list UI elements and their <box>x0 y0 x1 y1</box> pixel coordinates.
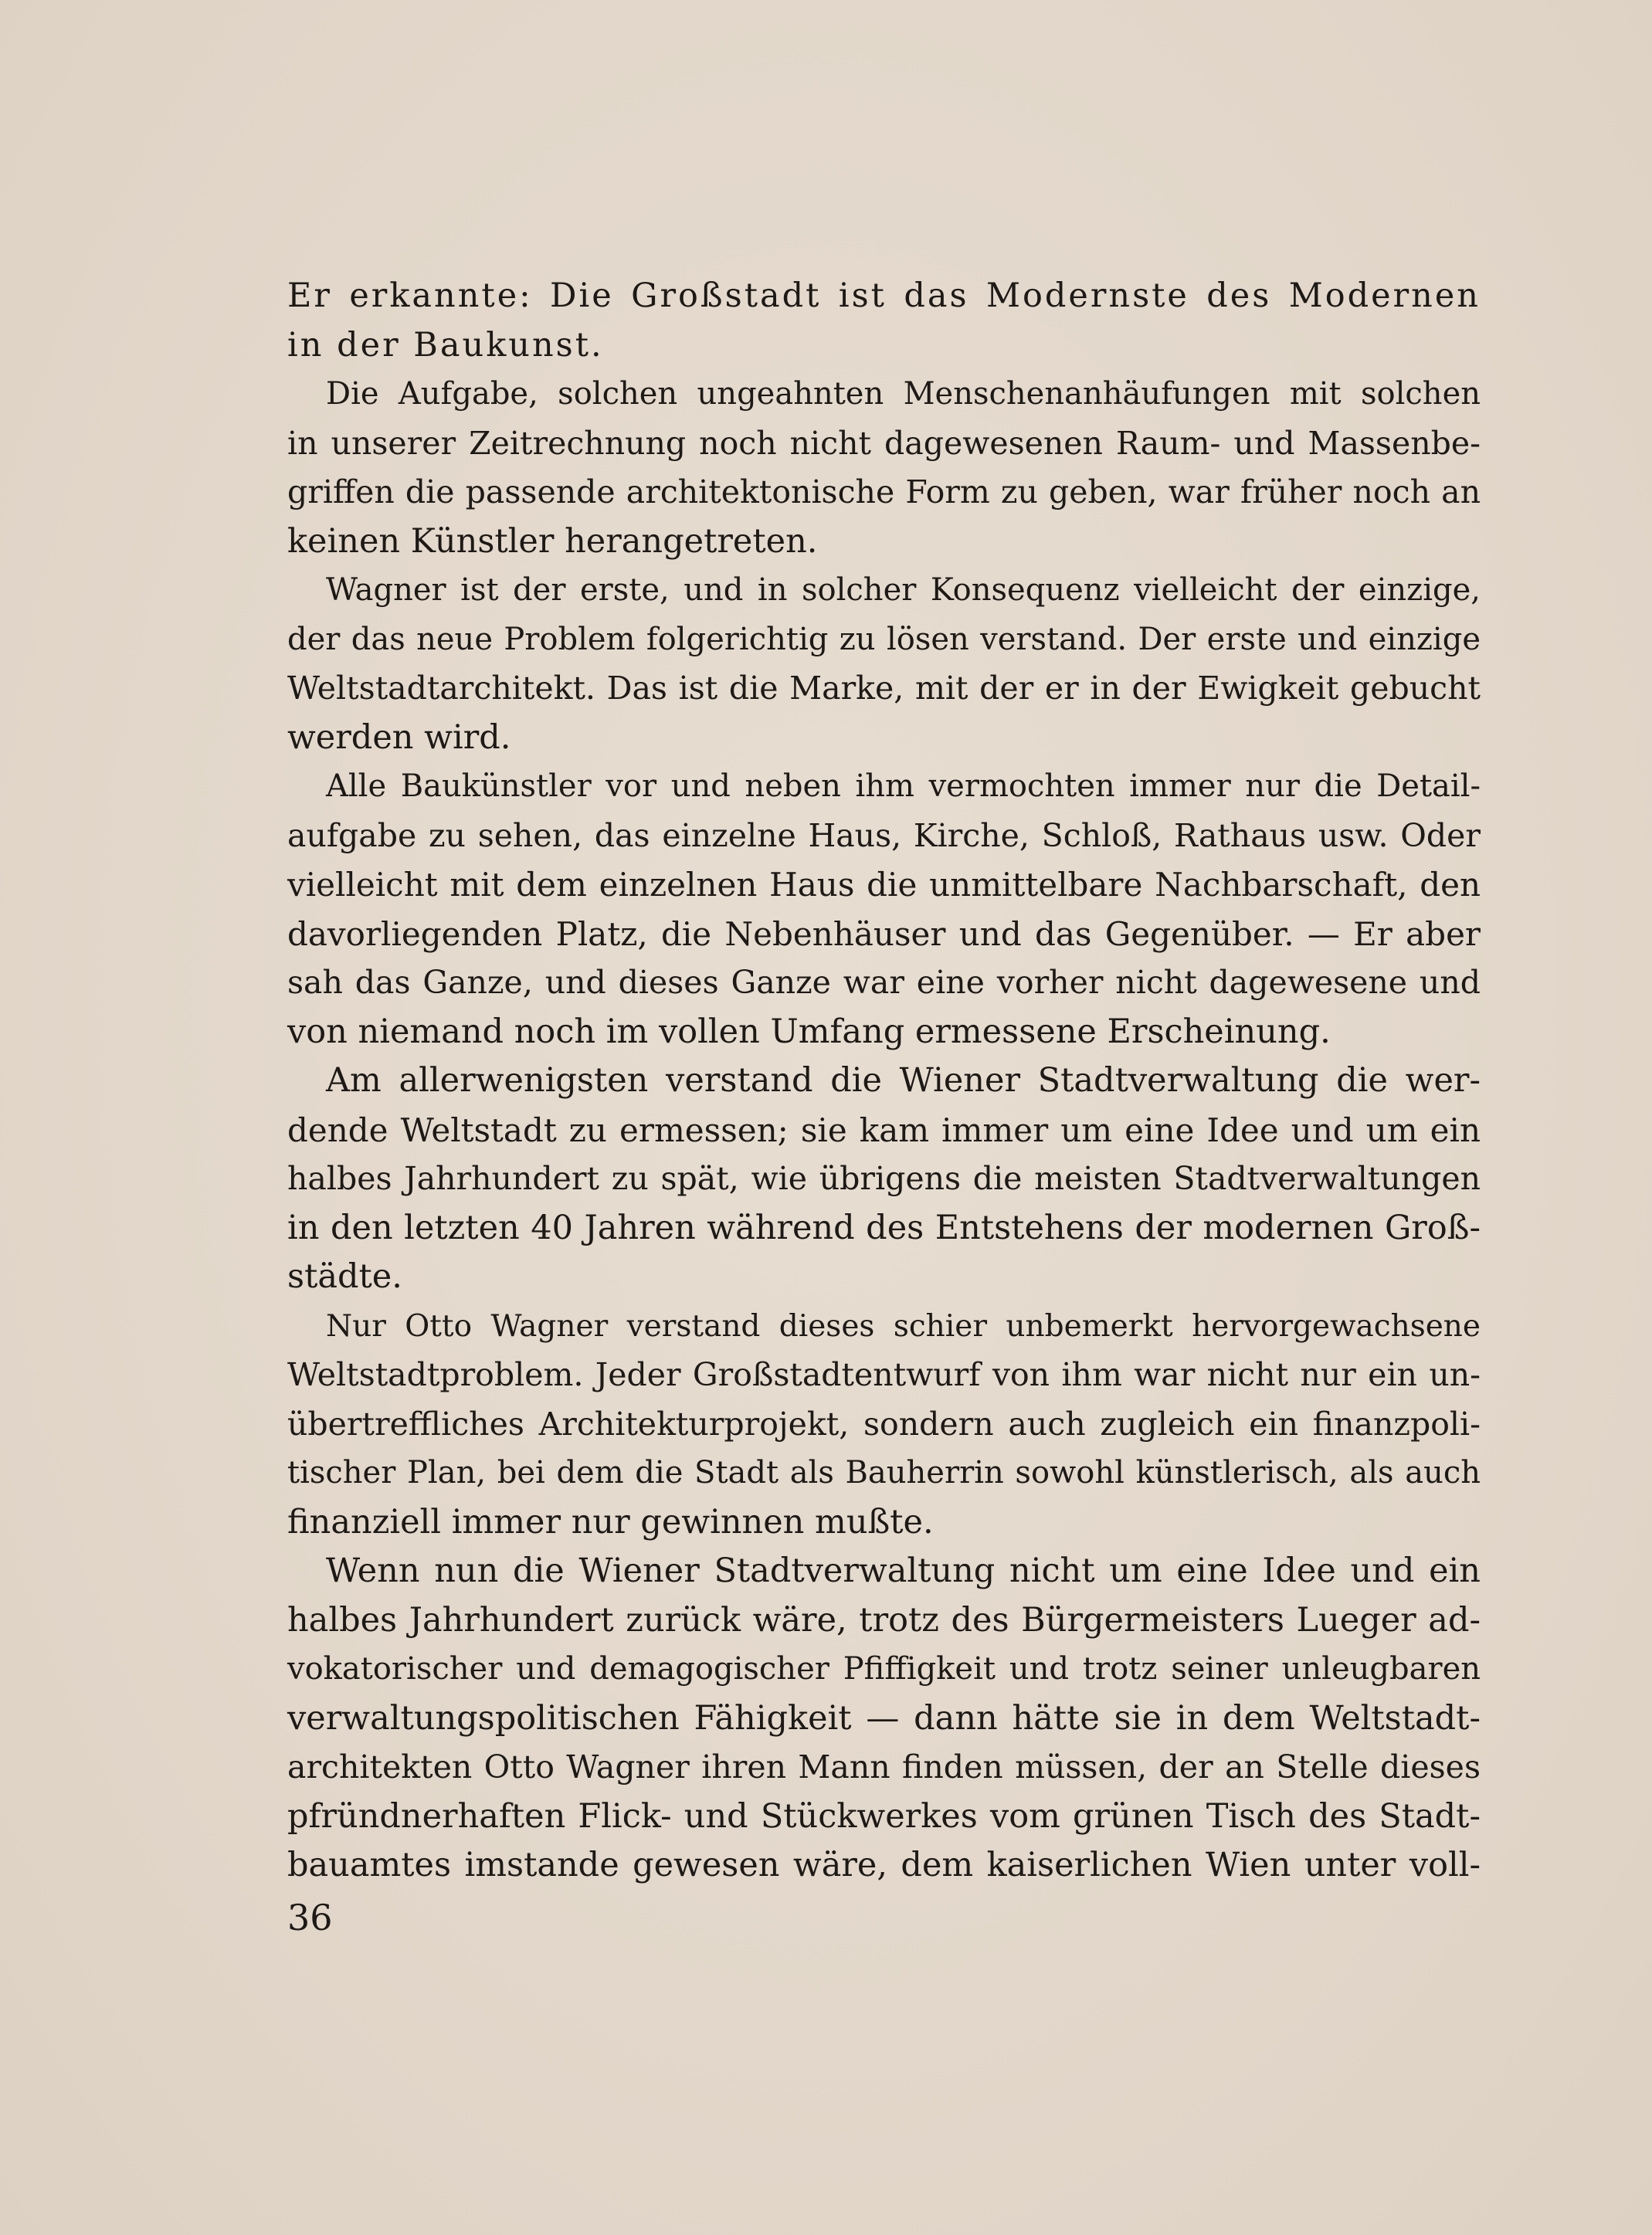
text-line: Weltstadtarchitekt. Das ist die Marke, mit der er in der Ewigkeit gebucht <box>287 670 1481 707</box>
text-line: vokatorischer und demagogischer Pfiffigkeit und trotz seiner unleugbaren <box>287 1651 1481 1687</box>
text-line: bauamtes imstande gewesen wäre, dem kaiserlichen Wien unter voll- <box>287 1846 1481 1884</box>
text-line: architekten Otto Wagner ihren Mann finden müssen, der an Stelle dieses <box>287 1748 1481 1786</box>
text-line: städte. <box>287 1257 402 1296</box>
text-line: davorliegenden Platz, die Nebenhäuser und das Gegenüber. — Er aber <box>287 914 1481 953</box>
text-line: dende Weltstadt zu ermessen; sie kam immer um eine Idee und um ein <box>287 1111 1481 1149</box>
text-line: Wenn nun die Wiener Stadtverwaltung nicht um eine Idee und ein <box>326 1552 1481 1590</box>
text-line: Alle Baukünstler vor und neben ihm vermochten immer nur die Detail- <box>326 768 1481 804</box>
text-line: halbes Jahrhundert zurück wäre, trotz des Bürgermeisters Lueger ad- <box>287 1600 1481 1640</box>
text-line: der das neue Problem folgerichtig zu lösen verstand. Der erste und einzige <box>287 621 1481 657</box>
text-line: von niemand noch im vollen Umfang ermessene Erscheinung. <box>287 1012 1331 1051</box>
text-line: sah das Ganze, und dieses Ganze war eine vorher nicht dagewesene und <box>287 964 1481 1001</box>
text-line: griffen die passende architektonische Form zu geben, war früher noch an <box>287 473 1481 510</box>
text-line: aufgabe zu sehen, das einzelne Haus, Kirche, Schloß, Rathaus usw. Oder <box>287 816 1481 854</box>
text-line: tischer Plan, bei dem die Stadt als Bauherrin sowohl künstlerisch, als auch <box>287 1455 1481 1491</box>
text-line: werden wird. <box>287 717 511 757</box>
text-line: in der Baukunst. <box>287 325 604 365</box>
page-number: 36 <box>287 1897 333 1938</box>
body-text <box>287 272 1481 1891</box>
text-line: Am allerwenigsten verstand die Wiener Stadtverwaltung die wer- <box>326 1061 1481 1100</box>
text-line: Die Aufgabe, solchen ungeahnten Menschenanhäufungen mit solchen <box>326 376 1481 412</box>
text-line: keinen Künstler herangetreten. <box>287 521 818 561</box>
text-line: vielleicht mit dem einzelnen Haus die unmittelbare Nachbarschaft, den <box>287 866 1481 904</box>
text-line: übertreffliches Architekturprojekt, sondern auch zugleich ein finanzpoli- <box>287 1405 1481 1443</box>
text-line: Wagner ist der erste, und in solcher Konsequenz vielleicht der einzige, <box>326 572 1481 608</box>
text-line: pfründnerhaften Flick- und Stückwerkes vom grünen Tisch des Stadt- <box>287 1796 1481 1836</box>
text-line: in unserer Zeitrechnung noch nicht dagewesenen Raum- und Massenbe- <box>287 424 1481 462</box>
text-line: Weltstadtproblem. Jeder Großstadtentwurf von ihm war nicht nur ein un- <box>287 1356 1481 1393</box>
text-line: Er erkannte: Die Großstadt ist das Modernste des Modernen <box>287 276 1481 315</box>
text-line: Nur Otto Wagner verstand dieses schier unbemerkt hervorgewachsene <box>326 1308 1481 1344</box>
text-line: halbes Jahrhundert zu spät, wie übrigens die meisten Stadtverwaltungen <box>287 1160 1481 1197</box>
text-line: finanziell immer nur gewinnen mußte. <box>287 1502 934 1541</box>
text-line: in den letzten 40 Jahren während des Entstehens der modernen Groß- <box>287 1208 1481 1247</box>
text-line: verwaltungspolitischen Fähigkeit — dann hätte sie in dem Weltstadt- <box>287 1698 1481 1738</box>
